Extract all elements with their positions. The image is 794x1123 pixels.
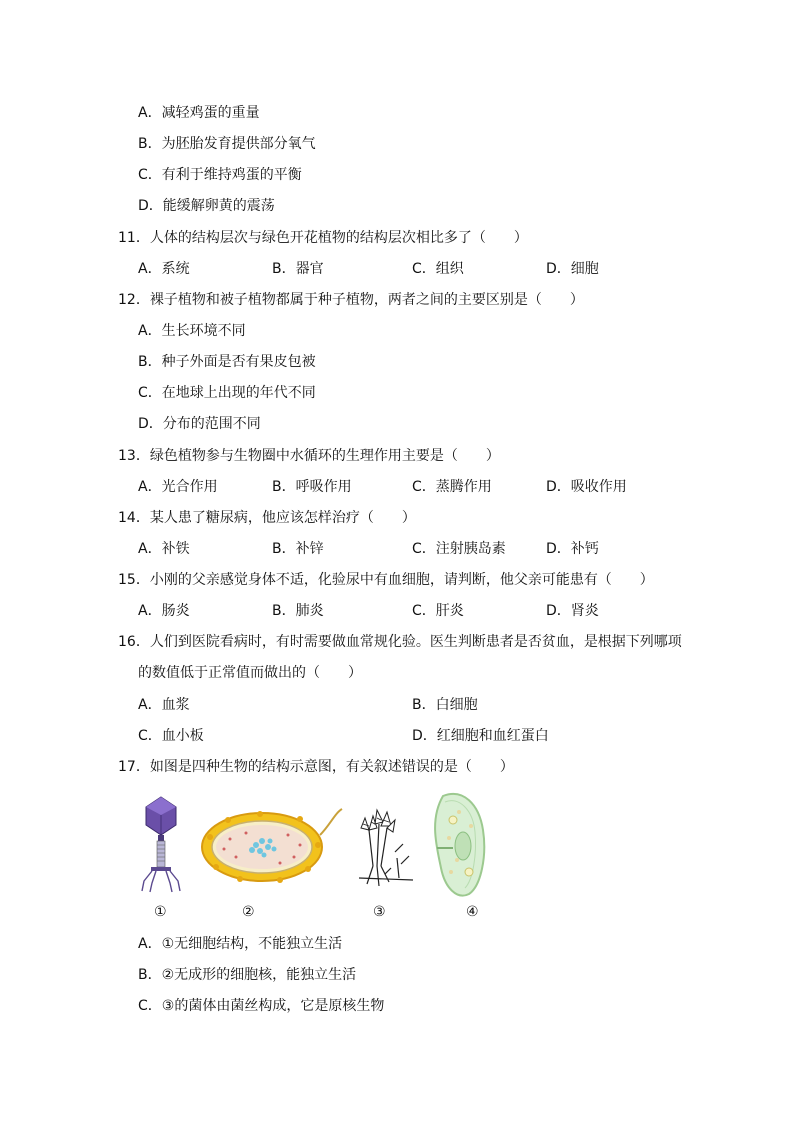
figure-label-3: ③	[373, 904, 386, 920]
bacterium-illustration	[200, 805, 345, 883]
q15-option-a: A．肠炎	[138, 603, 190, 619]
question-15-stem: 15．小刚的父亲感觉身体不适，化验尿中有血细胞，请判断，他父亲可能患有（ ）	[118, 572, 654, 588]
q14-option-b: B．补锌	[272, 541, 324, 557]
q15-option-c: C．肝炎	[412, 603, 464, 619]
q14-option-c: C．注射胰岛素	[412, 541, 506, 557]
q14-option-d: D．补钙	[546, 541, 599, 557]
q16-option-b: B．白细胞	[412, 697, 478, 713]
q16-option-a: A．血浆	[138, 697, 190, 713]
q11-option-a: A．系统	[138, 261, 190, 277]
q13-option-a: A．光合作用	[138, 479, 218, 495]
q14-option-a: A．补铁	[138, 541, 190, 557]
q15-option-b: B．肺炎	[272, 603, 324, 619]
q13-option-c: C．蒸腾作用	[412, 479, 492, 495]
q16-option-c: C．血小板	[138, 728, 204, 744]
q13-option-b: B．呼吸作用	[272, 479, 352, 495]
q12-option-a: A．生长环境不同	[138, 323, 246, 339]
q16-option-d: D．红细胞和血红蛋白	[412, 728, 549, 744]
question-17-stem: 17．如图是四种生物的结构示意图，有关叙述错误的是（ ）	[118, 759, 514, 775]
question-12-stem: 12．裸子植物和被子植物都属于种子植物，两者之间的主要区别是（ ）	[118, 292, 584, 308]
q17-option-a: A．①无细胞结构，不能独立生活	[138, 936, 343, 952]
q13-option-d: D．吸收作用	[546, 479, 627, 495]
figure-label-2: ②	[242, 904, 255, 920]
bacteriophage-illustration	[136, 795, 186, 895]
q12-option-d: D．分布的范围不同	[138, 416, 261, 432]
question-16-stem-line1: 16．人们到医院看病时，有时需要做血常规化验。医生判断患者是否贫血，是根据下列哪项	[118, 634, 682, 650]
question-13-stem: 13．绿色植物参与生物圈中水循环的生理作用主要是（ ）	[118, 448, 500, 464]
q11-option-b: B．器官	[272, 261, 324, 277]
q11-option-d: D．细胞	[546, 261, 599, 277]
q17-option-c: C．③的菌体由菌丝构成，它是原核生物	[138, 998, 385, 1014]
option-c: C．有利于维持鸡蛋的平衡	[138, 167, 302, 183]
paramecium-illustration	[423, 790, 495, 900]
option-a: A．减轻鸡蛋的重量	[138, 105, 260, 121]
question-16-stem-line2: 的数值低于正常值而做出的（ ）	[138, 665, 362, 681]
q12-option-c: C．在地球上出现的年代不同	[138, 385, 316, 401]
q12-option-b: B．种子外面是否有果皮包被	[138, 354, 316, 370]
option-d: D．能缓解卵黄的震荡	[138, 198, 275, 214]
figure-label-1: ①	[154, 904, 167, 920]
question-11-stem: 11．人体的结构层次与绿色开花植物的结构层次相比多了（ ）	[118, 230, 528, 246]
option-b: B．为胚胎发育提供部分氧气	[138, 136, 316, 152]
figure-label-4: ④	[466, 904, 479, 920]
question-14-stem: 14．某人患了糖尿病，他应该怎样治疗（ ）	[118, 510, 416, 526]
q11-option-c: C．组织	[412, 261, 464, 277]
q15-option-d: D．肾炎	[546, 603, 599, 619]
mold-illustration	[355, 808, 417, 890]
q17-option-b: B．②无成形的细胞核，能独立生活	[138, 967, 357, 983]
